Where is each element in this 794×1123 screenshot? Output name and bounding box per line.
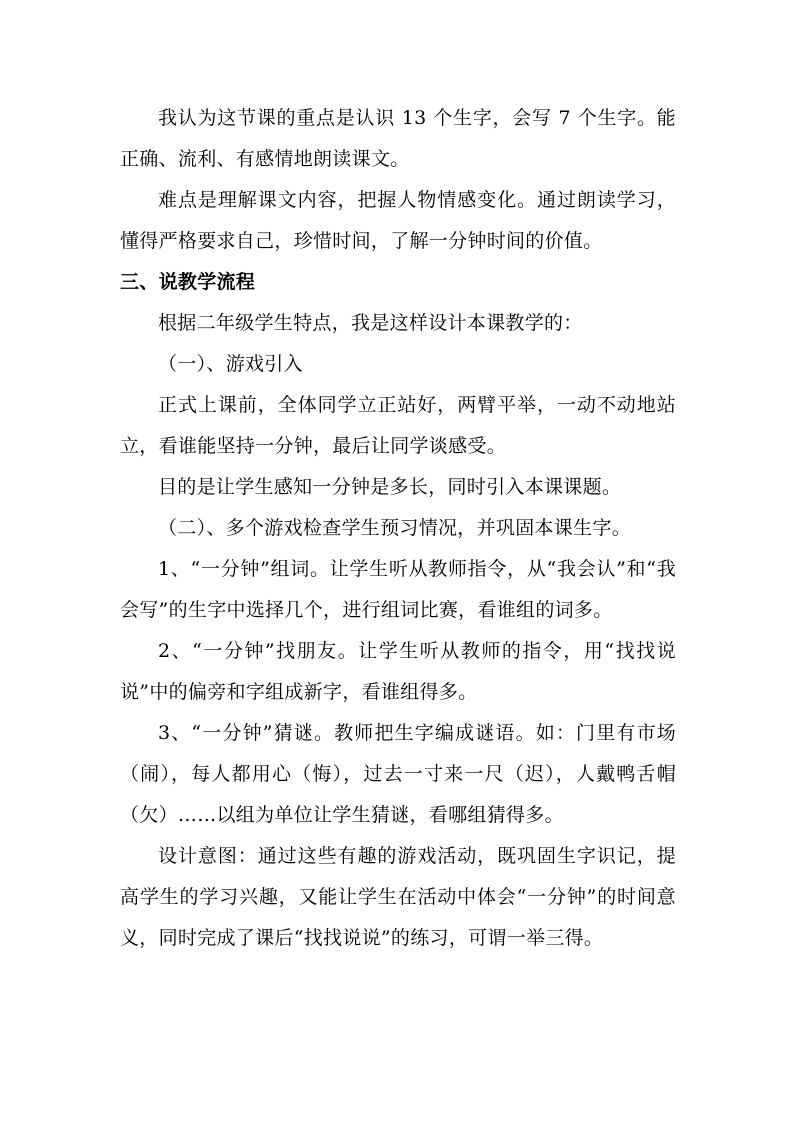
- list-item-find-friends: 2、“一分钟”找朋友。让学生听从教师的指令，用“找找说说”中的偏旁和字组成新字，看谁组得多。: [120, 640, 676, 703]
- subheading-preview-check: （二）、多个游戏检查学生预习情况，并巩固本课生字。: [158, 517, 632, 539]
- paragraph-key-points: 我认为这节课的重点是认识 13 个生字，会写 7 个生字。能正确、流利、有感情地朗读课文。: [120, 107, 676, 170]
- list-item-riddles: 3、“一分钟”猜谜。教师把生字编成谜语。如：门里有市场（闹），每人都用心（悔），过去一寸来一尺（迟），人戴鸭舌帽（欠）……以组为单位让学生猜谜，看哪组猜得多。: [120, 722, 676, 826]
- paragraph-difficulties: 难点是理解课文内容，把握人物情感变化。通过朗读学习，懂得严格要求自己，珍惜时间，了解一分钟时间的价值。: [120, 189, 676, 252]
- list-item-word-building: 1、“一分钟”组词。让学生听从教师指令，从“我会认”和“我会写”的生字中选择几个，进行组词比赛，看谁组的词多。: [120, 558, 676, 621]
- document-body: [120, 98, 676, 959]
- paragraph-design-intro: 根据二年级学生特点，我是这样设计本课教学的：: [158, 312, 583, 334]
- paragraph-game-purpose: 目的是让学生感知一分钟是多长，同时引入本课课题。: [158, 476, 622, 498]
- paragraph-game-description: 正式上课前，全体同学立正站好，两臂平举，一动不动地站立，看谁能坚持一分钟，最后让同学谈感受。: [120, 394, 676, 457]
- paragraph-design-intent: 设计意图：通过这些有趣的游戏活动，既巩固生字识记，提高学生的学习兴趣，又能让学生在活动中体会“一分钟”的时间意义，同时完成了课后“找找说说”的练习，可谓一举三得。: [120, 845, 676, 949]
- subheading-game-intro: （一）、游戏引入: [158, 353, 303, 375]
- section-heading-teaching-process: 三、说教学流程: [120, 271, 256, 293]
